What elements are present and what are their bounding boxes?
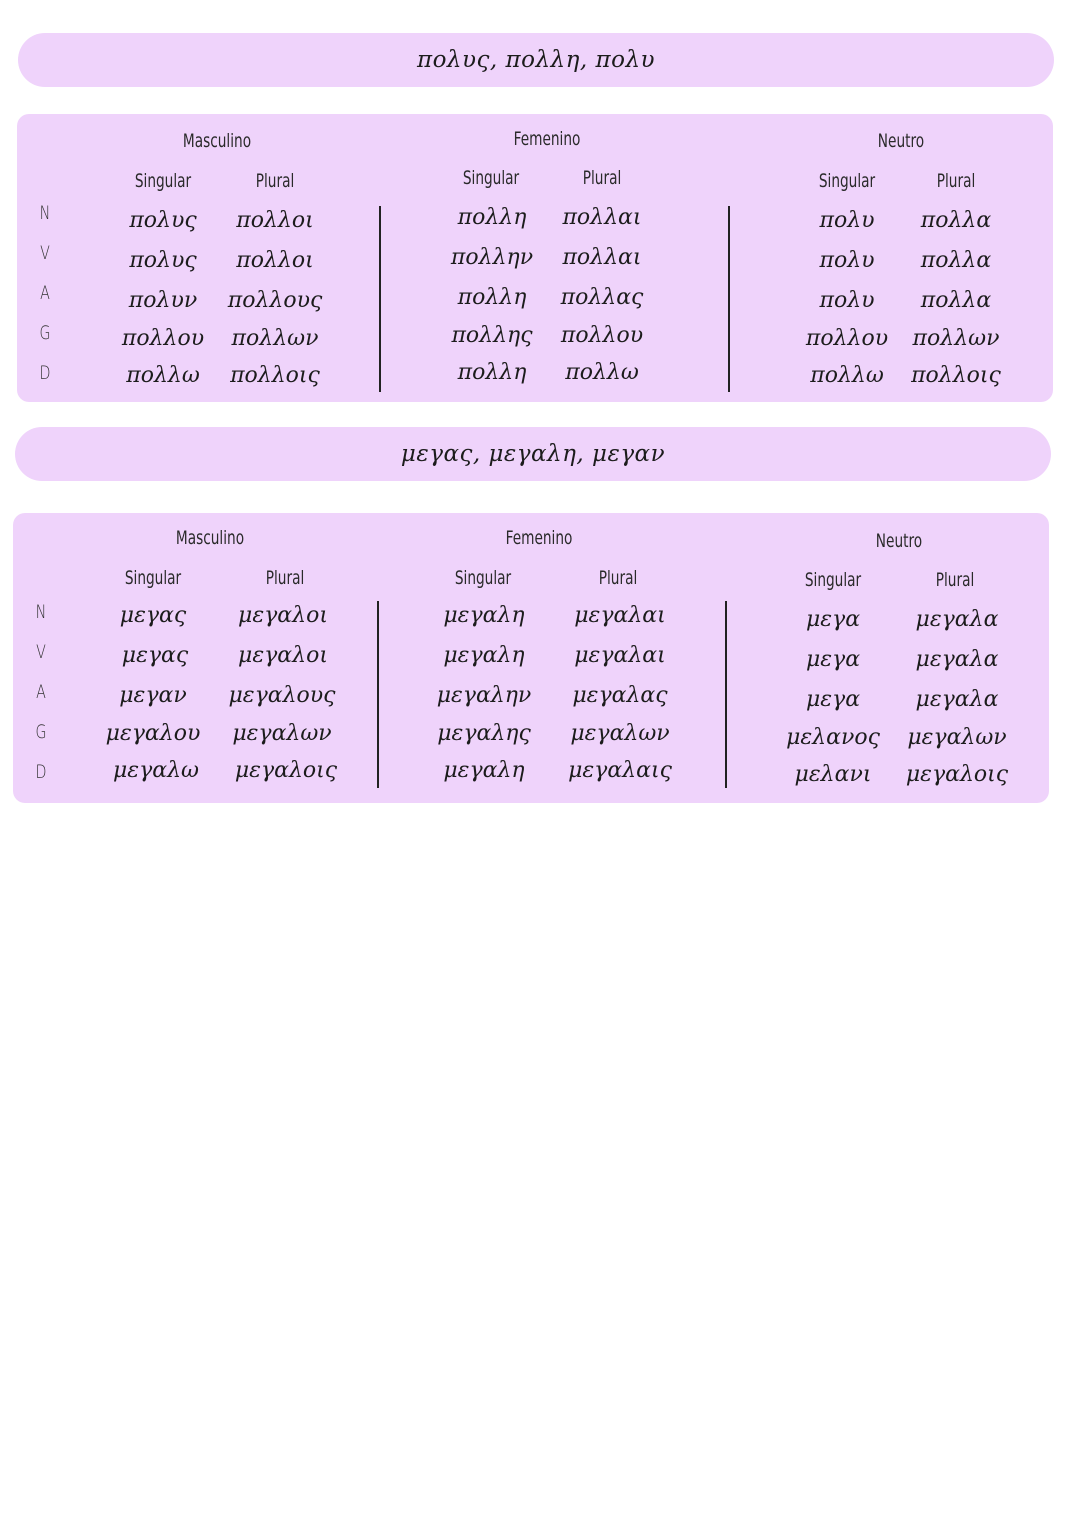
form-neut-sg-nom: πολυ — [819, 208, 875, 233]
gender-title-feminine: Femenino — [513, 128, 581, 150]
form-fem-pl-dat: μεγαλαις — [568, 758, 672, 783]
gender-title-neuter: Neutro — [875, 530, 923, 552]
form-masc-sg-voc: πολυς — [129, 248, 197, 273]
form-fem-pl-acc: πολλας — [560, 285, 644, 310]
form-masc-sg-gen: πολλου — [121, 326, 205, 351]
gender-title-masculine: Masculino — [182, 130, 252, 152]
declension-title-banner — [15, 427, 1051, 481]
form-fem-sg-dat: πολλη — [457, 360, 527, 385]
singular-header: Singular — [818, 170, 876, 192]
form-fem-sg-nom: πολλη — [457, 205, 527, 230]
form-masc-pl-acc: πολλους — [227, 288, 323, 313]
form-fem-sg-dat: μεγαλη — [443, 758, 525, 783]
gender-title-masculine: Masculino — [175, 527, 245, 549]
form-fem-sg-gen: πολλης — [451, 323, 533, 348]
form-masc-pl-acc: μεγαλους — [228, 683, 336, 708]
case-label-vocative: V — [36, 641, 46, 663]
form-fem-pl-acc: μεγαλας — [572, 683, 668, 708]
form-masc-sg-acc: πολυν — [128, 288, 198, 313]
form-fem-pl-dat: πολλω — [565, 360, 639, 385]
form-fem-pl-nom: μεγαλαι — [574, 603, 666, 628]
form-neut-sg-acc: μεγα — [805, 687, 861, 712]
form-masc-pl-gen: πολλων — [231, 326, 319, 351]
form-neut-pl-gen: μεγαλων — [907, 725, 1007, 750]
plural-header: Plural — [936, 170, 976, 192]
form-neut-pl-acc: πολλα — [920, 288, 992, 313]
case-label-accusative: A — [40, 282, 50, 304]
form-neut-sg-voc: μεγα — [805, 647, 861, 672]
case-label-nominative: N — [35, 601, 47, 623]
form-masc-sg-nom: μεγας — [119, 603, 187, 628]
case-label-genitive: G — [35, 721, 47, 743]
singular-header: Singular — [454, 567, 512, 589]
form-neut-pl-nom: πολλα — [920, 208, 992, 233]
form-neut-pl-voc: μεγαλα — [915, 647, 999, 672]
declension-title: μεγας, μεγαλη, μεγαν — [400, 441, 666, 467]
form-neut-pl-nom: μεγαλα — [915, 607, 999, 632]
case-label-accusative: A — [36, 681, 46, 703]
form-fem-pl-nom: πολλαι — [562, 205, 642, 230]
column-divider — [725, 601, 727, 788]
form-fem-pl-voc: πολλαι — [562, 245, 642, 270]
plural-header: Plural — [265, 567, 305, 589]
form-masc-pl-nom: μεγαλοι — [238, 603, 328, 628]
form-masc-sg-dat: μεγαλω — [113, 758, 199, 783]
form-masc-pl-gen: μεγαλων — [232, 721, 332, 746]
form-neut-pl-dat: μεγαλοις — [905, 762, 1009, 787]
form-masc-pl-voc: μεγαλοι — [238, 643, 328, 668]
form-masc-sg-acc: μεγαν — [119, 683, 187, 708]
declension-title: πολυς, πολλη, πολυ — [416, 47, 656, 73]
singular-header: Singular — [462, 167, 520, 189]
form-fem-sg-acc: πολλη — [457, 285, 527, 310]
singular-header: Singular — [134, 170, 192, 192]
form-masc-sg-voc: μεγας — [121, 643, 189, 668]
form-neut-sg-dat: πολλω — [810, 363, 884, 388]
column-divider — [377, 601, 379, 788]
form-neut-sg-dat: μελανι — [794, 762, 872, 787]
case-label-vocative: V — [40, 242, 50, 264]
gender-title-feminine: Femenino — [505, 527, 573, 549]
column-divider — [379, 206, 381, 392]
form-fem-sg-acc: μεγαλην — [436, 683, 532, 708]
form-masc-pl-nom: πολλοι — [236, 208, 314, 233]
form-masc-sg-dat: πολλω — [126, 363, 200, 388]
singular-header: Singular — [804, 569, 862, 591]
form-masc-sg-nom: πολυς — [129, 208, 197, 233]
form-fem-sg-gen: μεγαλης — [437, 721, 531, 746]
declension-title-banner — [18, 33, 1054, 87]
form-neut-sg-gen: μελανος — [786, 725, 880, 750]
plural-header: Plural — [598, 567, 638, 589]
form-fem-pl-gen: μεγαλων — [570, 721, 670, 746]
plural-header: Plural — [935, 569, 975, 591]
form-fem-sg-nom: μεγαλη — [443, 603, 525, 628]
declension-table — [17, 114, 1053, 402]
form-neut-pl-acc: μεγαλα — [915, 687, 999, 712]
form-neut-sg-voc: πολυ — [819, 248, 875, 273]
form-neut-sg-gen: πολλου — [805, 326, 889, 351]
form-fem-pl-voc: μεγαλαι — [574, 643, 666, 668]
column-divider — [728, 206, 730, 392]
form-masc-pl-dat: μεγαλοις — [234, 758, 338, 783]
form-masc-pl-voc: πολλοι — [236, 248, 314, 273]
form-fem-sg-voc: πολλην — [450, 245, 534, 270]
singular-header: Singular — [124, 567, 182, 589]
form-fem-pl-gen: πολλου — [560, 323, 644, 348]
case-label-nominative: N — [39, 202, 51, 224]
declension-table — [13, 513, 1049, 803]
plural-header: Plural — [582, 167, 622, 189]
form-neut-pl-gen: πολλων — [912, 326, 1000, 351]
gender-title-neuter: Neutro — [877, 130, 925, 152]
form-neut-sg-acc: πολυ — [819, 288, 875, 313]
form-masc-pl-dat: πολλοις — [230, 363, 320, 388]
plural-header: Plural — [255, 170, 295, 192]
case-label-genitive: G — [39, 322, 51, 344]
case-label-dative: D — [35, 761, 47, 783]
form-neut-pl-dat: πολλοις — [911, 363, 1001, 388]
form-neut-sg-nom: μεγα — [805, 607, 861, 632]
form-fem-sg-voc: μεγαλη — [443, 643, 525, 668]
form-masc-sg-gen: μεγαλου — [105, 721, 201, 746]
form-neut-pl-voc: πολλα — [920, 248, 992, 273]
case-label-dative: D — [39, 362, 51, 384]
